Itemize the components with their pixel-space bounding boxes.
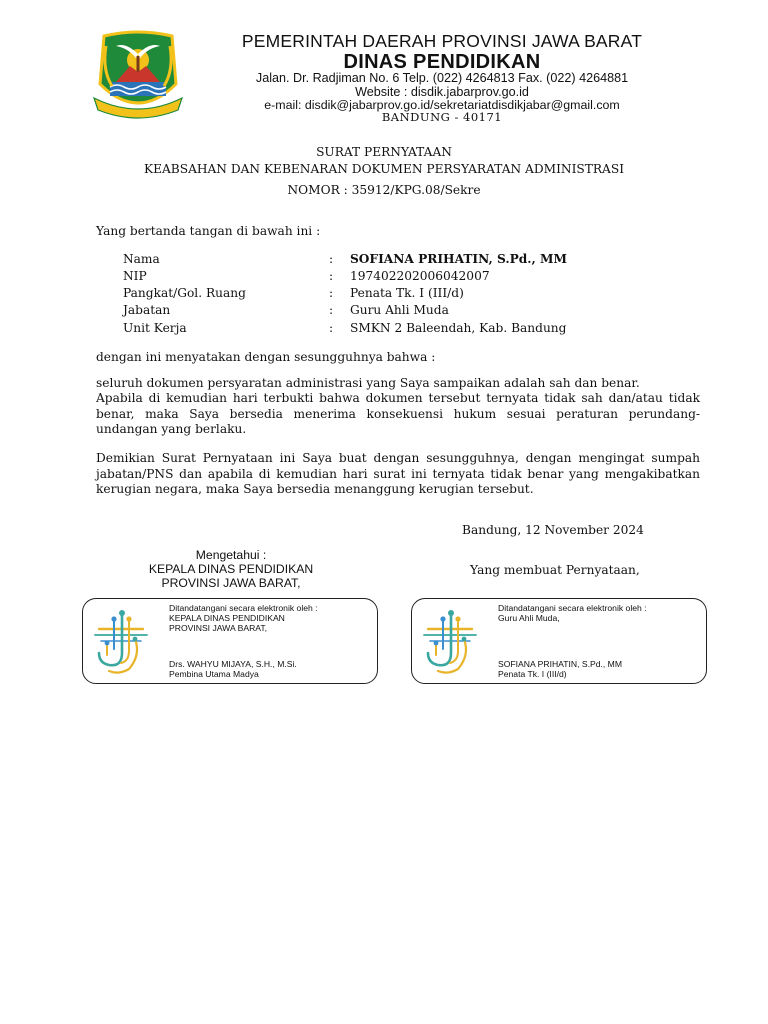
esign-box-declarant (411, 598, 707, 684)
esign-role-province: PROVINSI JAWA BARAT, (169, 623, 268, 633)
identity-value: Guru Ahli Muda (350, 303, 449, 317)
letterhead-address: Jalan. Dr. Radjiman No. 6 Telp. (022) 4264813 Fax. (022) 4264881 (255, 71, 629, 85)
esign-box-head-of-office (82, 598, 378, 684)
clause-validity: seluruh dokumen persyaratan administrasi yang Saya sampaikan adalah sah dan benar. (96, 376, 640, 390)
esign-signed-by (498, 603, 647, 623)
signing-date: Bandung, 12 November 2024 (462, 523, 644, 537)
acknowledged-role: KEPALA DINAS PENDIDIKAN (148, 562, 314, 576)
identity-row-work-unit (123, 321, 683, 338)
esign-logo-icon (89, 605, 151, 677)
document-title: SURAT PERNYATAAN (316, 145, 452, 159)
esign-role: KEPALA DINAS PENDIDIKAN (169, 613, 285, 623)
identity-separator: : (329, 286, 334, 300)
acknowledged-by (0, 548, 462, 590)
esign-signer (169, 659, 297, 679)
letterhead-email: e-mail: disdik@jabarprov.go.id/sekretariatdisdikjabar@gmail.com (264, 98, 620, 112)
identity-label: Unit Kerja (123, 321, 187, 335)
clause-consequence: Apabila di kemudian hari terbukti bahwa dokumen tersebut ternyata tidak sah dan/atau tidak benar, maka Saya bersedia menerima konsekuensi hukum sesuai peraturan perundang-undangan yang berlaku. (96, 391, 700, 436)
esign-role: Guru Ahli Muda, (498, 613, 560, 623)
identity-separator: : (329, 252, 334, 266)
esign-caption: Ditandatangani secara elektronik oleh : (498, 603, 647, 613)
letterhead-city: BANDUNG - 40171 (381, 110, 503, 124)
west-java-emblem-logo (90, 26, 186, 122)
esign-name: Drs. WAHYU MIJAYA, S.H., M.Si. (169, 659, 297, 669)
identity-row-rank (123, 286, 683, 303)
identity-separator: : (329, 269, 334, 283)
identity-separator: : (329, 321, 334, 335)
identity-label: NIP (123, 269, 147, 283)
acknowledged-label: Mengetahui : (195, 548, 267, 562)
esign-name: SOFIANA PRIHATIN, S.Pd., MM (498, 659, 622, 669)
identity-row-position (123, 303, 683, 320)
identity-label: Pangkat/Gol. Ruang (123, 286, 246, 300)
letterhead-government: PEMERINTAH DAERAH PROVINSI JAWA BARAT (241, 31, 643, 51)
statement-text: dengan ini menyatakan dengan sesungguhnya bahwa : (96, 350, 436, 364)
identity-separator: : (329, 303, 334, 317)
maker-label: Yang membuat Pernyataan, (470, 563, 640, 577)
letterhead-office: DINAS PENDIDIKAN (343, 51, 541, 73)
identity-row-name (123, 252, 683, 269)
esign-logo-icon (418, 605, 480, 677)
closing-paragraph: Demikian Surat Pernyataan ini Saya buat dengan sesungguhnya, dengan mengingat sumpah jabatan/PNS dan apabila di kemudian hari surat ini ternyata tidak benar yang mengakibatkan kerugian negara, maka Saya bersedia menanggung kerugian tersebut. (96, 451, 700, 496)
document-number: NOMOR : 35912/KPG.08/Sekre (287, 183, 481, 197)
esign-signer (498, 659, 622, 679)
identity-value: 197402202006042007 (350, 269, 490, 283)
esign-signed-by (169, 603, 318, 633)
letterhead-website: Website : disdik.jabarprov.go.id (355, 85, 529, 99)
esign-caption: Ditandatangani secara elektronik oleh : (169, 603, 318, 613)
esign-rank: Pembina Utama Madya (169, 669, 259, 679)
intro-text: Yang bertanda tangan di bawah ini : (96, 224, 321, 238)
identity-value: Penata Tk. I (III/d) (350, 286, 464, 300)
identity-label: Nama (123, 252, 160, 266)
identity-value: SOFIANA PRIHATIN, S.Pd., MM (350, 252, 567, 266)
acknowledged-province: PROVINSI JAWA BARAT, (161, 576, 301, 590)
identity-row-nip (123, 269, 683, 286)
identity-value: SMKN 2 Baleendah, Kab. Bandung (350, 321, 567, 335)
document-subtitle: KEABSAHAN DAN KEBENARAN DOKUMEN PERSYARATAN ADMINISTRASI (143, 162, 625, 176)
esign-rank: Penata Tk. I (III/d) (498, 669, 567, 679)
identity-label: Jabatan (123, 303, 171, 317)
